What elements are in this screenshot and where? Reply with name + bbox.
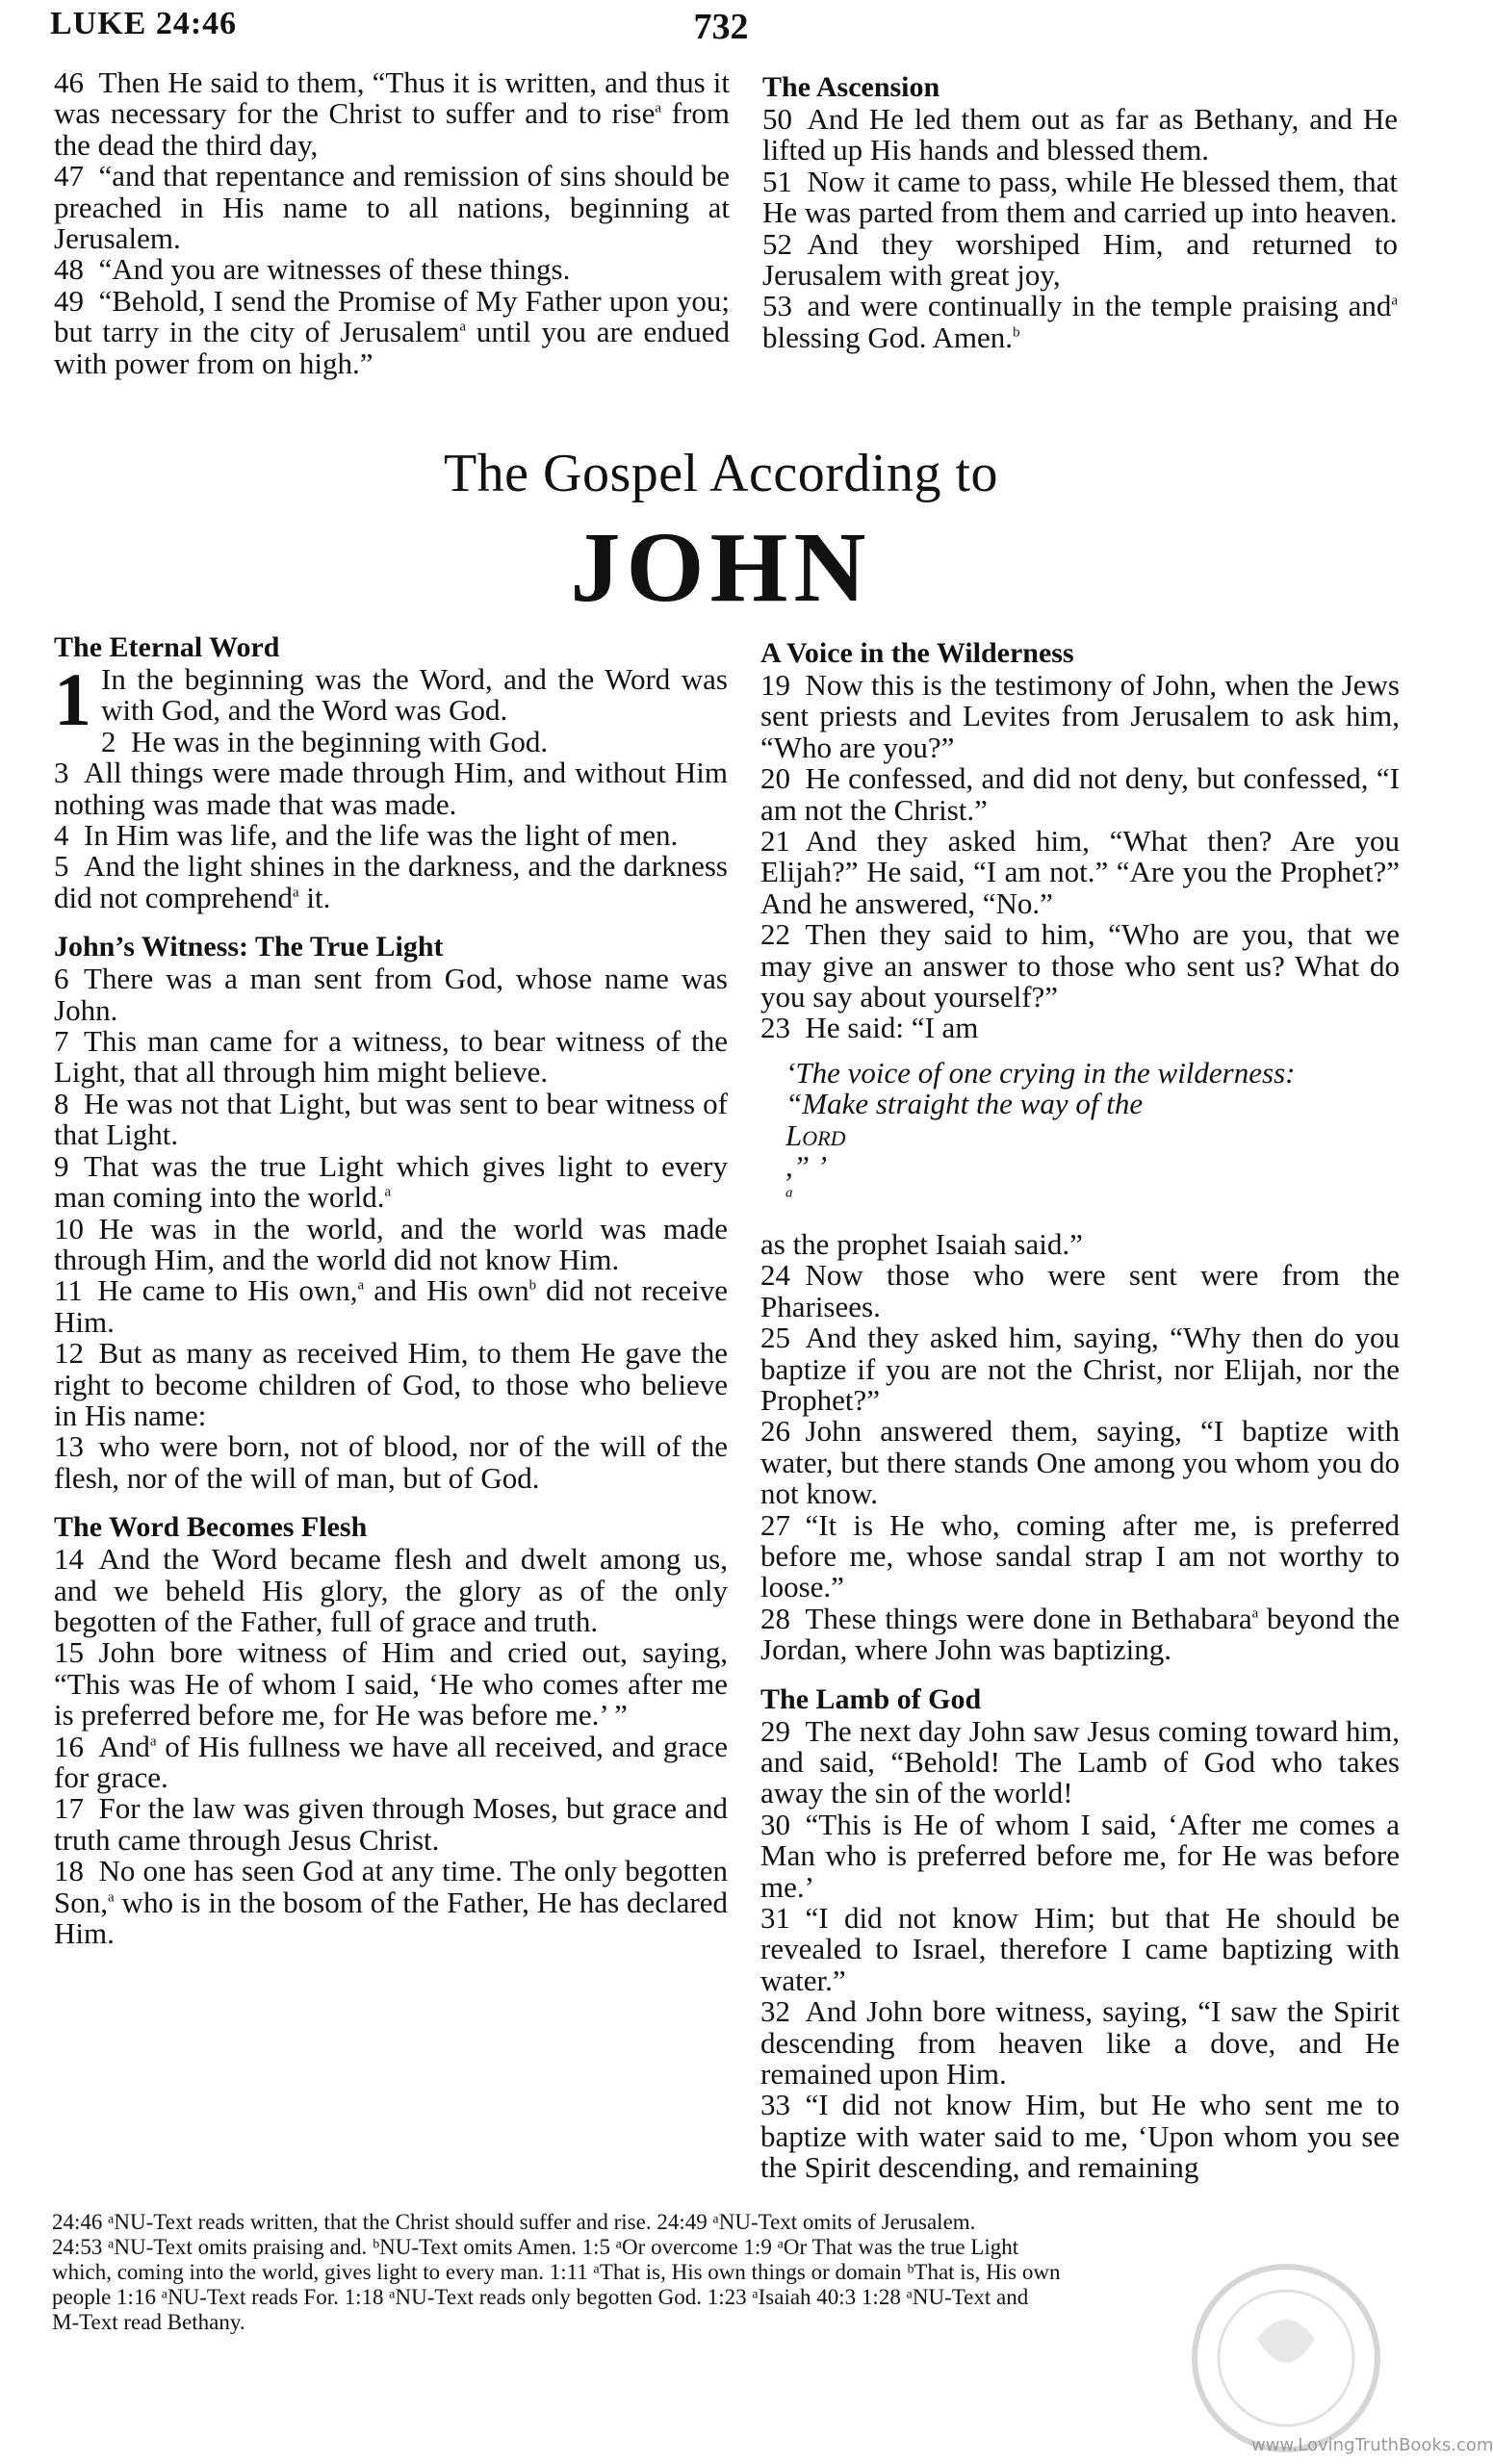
verse-text: He was in the world, and the world was made through Him, and the world did not know Him. bbox=[54, 1211, 728, 1276]
verse-text: blessing God. Amen. bbox=[762, 320, 1014, 354]
verse-text: beyond the Jordan, where John was baptizing. bbox=[760, 1601, 1400, 1667]
verse-number: 11 bbox=[54, 1273, 83, 1308]
verse-number: 29 bbox=[760, 1713, 790, 1748]
verse-number: 51 bbox=[762, 164, 792, 198]
luke-left-column bbox=[54, 67, 730, 379]
verse-text: “and that repentance and remission of sins should be preached in His name to all nations, beginning at Jerusalem. bbox=[54, 159, 730, 256]
watermark-seal-icon bbox=[1161, 2252, 1411, 2445]
verse-13 bbox=[54, 1431, 728, 1494]
verse-text: of His fullness we have all received, and grace for grace. bbox=[54, 1729, 728, 1794]
verse-29 bbox=[760, 1713, 1400, 1810]
verse-52 bbox=[762, 226, 1398, 293]
watermark-text: www.LovingTruthBooks.com bbox=[1251, 2435, 1493, 2455]
verse-number: 9 bbox=[54, 1148, 69, 1183]
verse-16 bbox=[54, 1729, 728, 1794]
verse-text: And they asked him, saying, “Why then do you baptize if you are not the Christ, nor Elijah, nor the Prophet?” bbox=[760, 1321, 1400, 1417]
verse-text: No one has seen God at any time. The only begotten Son, bbox=[54, 1854, 728, 1919]
verse-text: Now those who were sent were from the Pharisees. bbox=[760, 1258, 1400, 1323]
verse-number: 23 bbox=[760, 1011, 790, 1045]
verse-number: 18 bbox=[54, 1854, 84, 1888]
footnote-marker: a bbox=[384, 1184, 392, 1200]
verse-text: And the light shines in the darkness, and the darkness did not comprehend bbox=[54, 849, 728, 914]
verse-text: But as many as received Him, to them He gave the right to become children of God, to those who believe in His name: bbox=[54, 1336, 728, 1432]
verse-text: it. bbox=[298, 880, 331, 914]
verse-18 bbox=[54, 1856, 728, 1949]
verse-number: 50 bbox=[762, 102, 792, 136]
verse-text: And John bore witness, saying, “I saw the Spirit descending from heaven like a dove, and He remained upon Him. bbox=[760, 1994, 1400, 2092]
verse-text: All things were made through Him, and without Him nothing was made that was made. bbox=[54, 756, 728, 821]
verse-53 bbox=[762, 291, 1398, 353]
verse-text: This man came for a witness, to bear witness of the Light, that all through him might believe. bbox=[54, 1024, 728, 1090]
section-heading-ascension: The Ascension bbox=[762, 71, 940, 103]
footnote-line: which, coming into the world, gives light to every man. 1:11 ᵃThat is, His own things or domain ᵇThat is, His own bbox=[52, 2260, 1061, 2284]
footnote-marker: a bbox=[655, 101, 662, 117]
poetry-line-2: “Make straight the way of the Lord ,” ’ $^a$ bbox=[785, 1087, 1144, 1201]
verse-text: John bore witness of Him and cried out, saying, “This was He of whom I said, ‘He who comes after me is preferred before me, for He was before me.’ ” bbox=[54, 1635, 728, 1732]
verse-21 bbox=[760, 826, 1400, 919]
verse-15 bbox=[54, 1637, 728, 1731]
verse-number: 48 bbox=[54, 252, 84, 287]
running-head-reference: LUKE 24:46 bbox=[50, 6, 238, 41]
verse-27 bbox=[760, 1507, 1400, 1604]
verse-text: “And you are witnesses of these things. bbox=[98, 252, 571, 287]
verse-number: 30 bbox=[760, 1807, 790, 1841]
verse-text: And He led them out as far as Bethany, and He lifted up His hands and blessed them. bbox=[762, 102, 1398, 167]
verse-text: And the Word became flesh and dwelt among us, and we beheld His glory, the glory as of the only begotten of the Father, full of grace and truth. bbox=[54, 1542, 728, 1638]
verse-12 bbox=[54, 1338, 728, 1431]
verse-8 bbox=[54, 1086, 728, 1152]
verse-text: He said: “I am bbox=[805, 1011, 979, 1045]
footnote-marker: a bbox=[108, 1889, 115, 1906]
poetry-line-1: ‘The voice of one crying in the wilderness: bbox=[785, 1055, 1296, 1090]
verse-number: 52 bbox=[762, 226, 792, 261]
verse-4 bbox=[54, 820, 728, 851]
verse-number: 15 bbox=[54, 1635, 84, 1670]
verse-48 bbox=[54, 254, 730, 285]
verse-number: 32 bbox=[760, 1994, 790, 2029]
verse-number: 26 bbox=[760, 1414, 790, 1449]
verse-number: 4 bbox=[54, 818, 69, 853]
verse-number: 8 bbox=[54, 1086, 69, 1120]
footnote-line: 24:53 ᵃNU-Text omits praising and. ᵇNU-Text omits Amen. 1:5 ᵃOr overcome 1:9 ᵃOr That was the true Light bbox=[52, 2235, 1019, 2259]
verse-number: 53 bbox=[762, 289, 792, 323]
verse-28 bbox=[760, 1601, 1400, 1667]
book-title-intro: The Gospel According to bbox=[443, 444, 999, 503]
verse-20 bbox=[760, 763, 1400, 826]
verse-number: 20 bbox=[760, 761, 790, 796]
footnote-marker: b bbox=[528, 1277, 537, 1294]
verse-11 bbox=[54, 1275, 728, 1338]
footnote-marker: b bbox=[1013, 324, 1020, 341]
verse-number: 27 bbox=[760, 1507, 790, 1542]
verse-text: “Behold, I send the Promise of My Father upon you; but tarry in the city of Jerusalem bbox=[54, 283, 730, 349]
section-heading-word-becomes-flesh: The Word Becomes Flesh bbox=[54, 1511, 368, 1544]
section-heading-voice-in-wilderness: A Voice in the Wilderness bbox=[760, 637, 1074, 669]
verse-text: These things were done in Bethabara bbox=[805, 1601, 1252, 1635]
verse-text: That was the true Light which gives light to every man coming into the world. bbox=[54, 1148, 728, 1215]
john-left-column bbox=[54, 631, 728, 1949]
verse-text: There was a man sent from God, whose name was John. bbox=[54, 962, 728, 1027]
verse-number: 33 bbox=[760, 2088, 790, 2122]
verse-number: 25 bbox=[760, 1321, 790, 1355]
verse-text: In the beginning was the Word, and the Word was with God, and the Word was God. bbox=[101, 662, 728, 728]
footnote-marker: a bbox=[149, 1733, 157, 1750]
section-heading-johns-witness: John’s Witness: The True Light bbox=[54, 931, 444, 963]
luke-right-column bbox=[762, 71, 1398, 353]
verse-number: 49 bbox=[54, 283, 84, 318]
verse-number: 17 bbox=[54, 1791, 84, 1826]
running-head bbox=[50, 6, 1392, 54]
verse-text: John answered them, saying, “I baptize with water, but there stands One among you whom you do not know. bbox=[760, 1414, 1400, 1511]
verse-text: from the dead the third day, bbox=[54, 96, 730, 162]
verse-text: and His own bbox=[364, 1273, 529, 1308]
verse-text: He came to His own, bbox=[97, 1273, 358, 1308]
verse-14 bbox=[54, 1544, 728, 1637]
verse-25 bbox=[760, 1322, 1400, 1416]
verse-number: 12 bbox=[54, 1336, 84, 1371]
book-title: JOHN bbox=[570, 512, 872, 623]
verse-number: 13 bbox=[54, 1429, 84, 1464]
verse-number: 47 bbox=[54, 159, 84, 193]
verse-23 bbox=[760, 1013, 1400, 1043]
verse-text: The next day John saw Jesus coming toward him, and said, “Behold! The Lamb of God who takes away the sin of the world! bbox=[760, 1713, 1400, 1810]
verse-text: Now this is the testimony of John, when the Jews sent priests and Levites from Jerusalem to ask him, “Who are you?” bbox=[760, 668, 1400, 764]
verse-number: 10 bbox=[54, 1211, 84, 1245]
verse-32 bbox=[760, 1996, 1400, 2090]
verse-text: In Him was life, and the life was the light of men. bbox=[84, 818, 679, 853]
footnote-marker: a bbox=[1391, 294, 1398, 310]
verse-text: For the law was given through Moses, but grace and truth came through Jesus Christ. bbox=[54, 1791, 728, 1857]
verse-text: “This is He of whom I said, ‘After me comes a Man who is preferred before me, for He was before me.’ bbox=[760, 1807, 1400, 1904]
verse-17 bbox=[54, 1793, 728, 1856]
john-right-column bbox=[760, 637, 1400, 2184]
footnote-line: people 1:16 ᵃNU-Text reads For. 1:18 ᵃNU-Text reads only begotten God. 1:23 ᵃIsaiah 40:3 1:28 ᵃNU-Text and bbox=[52, 2285, 1029, 2309]
verse-49 bbox=[54, 283, 730, 380]
verse-text: And bbox=[98, 1729, 150, 1763]
footnote-line: M-Text read Bethany. bbox=[52, 2310, 245, 2334]
footnote-marker: a bbox=[292, 885, 299, 901]
footnote-marker: a bbox=[1251, 1605, 1259, 1622]
verse-46 bbox=[54, 67, 730, 161]
chapter-number: 1 bbox=[54, 657, 91, 741]
verse-2 bbox=[54, 724, 728, 758]
verse-number: 7 bbox=[54, 1024, 69, 1059]
verse-text: who is in the bosom of the Father, He has declared Him. bbox=[54, 1885, 728, 1951]
verse-31 bbox=[760, 1903, 1400, 1996]
footnote-marker: a bbox=[459, 319, 466, 335]
verse-number: 31 bbox=[760, 1901, 790, 1936]
verse-number: 5 bbox=[54, 849, 69, 884]
verse-text: Then they said to him, “Who are you, that we may give an answer to those who sent us? What do you say about yourself?” bbox=[760, 917, 1400, 1014]
verse-number: 28 bbox=[760, 1601, 790, 1635]
verse-7 bbox=[54, 1026, 728, 1089]
footnote-marker: a bbox=[357, 1277, 365, 1294]
footnote-line: 24:46 ᵃNU-Text reads written, that the Christ should suffer and rise. 24:49 ᵃNU-Text omits of Jerusalem. bbox=[52, 2210, 976, 2234]
verse-9 bbox=[54, 1148, 728, 1215]
verse-51 bbox=[762, 164, 1398, 230]
verse-text: And they asked him, “What then? Are you Elijah?” He said, “I am not.” “Are you the Prophet?” And he answered, “No.” bbox=[760, 824, 1400, 920]
verse-text: “It is He who, coming after me, is preferred before me, whose sandal strap I am not worthy to loose.” bbox=[760, 1507, 1400, 1604]
verse-number: 3 bbox=[54, 756, 69, 790]
verse-30 bbox=[760, 1807, 1400, 1904]
verse-text: and were continually in the temple praising and bbox=[807, 289, 1392, 323]
verse-number: 16 bbox=[54, 1729, 84, 1763]
verse-33 bbox=[760, 2090, 1400, 2183]
verse-number: 6 bbox=[54, 962, 69, 996]
verse-text: Then He said to them, “Thus it is written, and thus it was necessary for the Christ to suffer and to rise bbox=[54, 65, 730, 131]
verse-number: 14 bbox=[54, 1542, 84, 1577]
verse-number: 24 bbox=[760, 1258, 790, 1293]
section-heading-lamb-of-god: The Lamb of God bbox=[760, 1682, 982, 1715]
verse-text: Now it came to pass, while He blessed them, that He was parted from them and carried up into heaven. bbox=[762, 164, 1398, 230]
verse-number: 19 bbox=[760, 668, 790, 702]
verse-3 bbox=[54, 757, 728, 820]
verse-number: 21 bbox=[760, 824, 790, 859]
verse-text: “I did not know Him; but that He should be revealed to Israel, therefore I came baptizing with water.” bbox=[760, 1901, 1400, 1997]
verse-number: 46 bbox=[54, 65, 84, 99]
verse-10 bbox=[54, 1211, 728, 1276]
verse-26 bbox=[760, 1416, 1400, 1509]
verse-number: 22 bbox=[760, 917, 790, 952]
verse-47 bbox=[54, 161, 730, 254]
poetry-quote bbox=[760, 1055, 1400, 1214]
verse-19 bbox=[760, 670, 1400, 763]
verse-text: He confessed, and did not deny, but confessed, “I am not the Christ.” bbox=[760, 761, 1400, 827]
verse-text: who were born, not of blood, nor of the will of the flesh, nor of the will of man, but of God. bbox=[54, 1429, 728, 1495]
verse-text: And they worshiped Him, and returned to Jerusalem with great joy, bbox=[762, 226, 1398, 293]
verse-50 bbox=[762, 104, 1398, 167]
verse-text: He was in the beginning with God. bbox=[131, 724, 549, 758]
verse-6 bbox=[54, 963, 728, 1026]
verse-5 bbox=[54, 851, 728, 913]
verse-text: until you are endued with power from on high.” bbox=[54, 315, 730, 380]
verse-24 bbox=[760, 1260, 1400, 1322]
verse-22 bbox=[760, 919, 1400, 1013]
verse-continuation: as the prophet Isaiah said.” bbox=[760, 1226, 1083, 1261]
verse-text: He was not that Light, but was sent to bear witness of that Light. bbox=[54, 1086, 728, 1152]
section-heading-eternal-word: The Eternal Word bbox=[54, 631, 280, 663]
page-number: 732 bbox=[693, 7, 749, 47]
verse-text: did not receive Him. bbox=[54, 1273, 728, 1339]
verse-text: “I did not know Him, but He who sent me to baptize with water said to me, ‘Upon whom you see the Spirit descending, and remaining bbox=[760, 2088, 1400, 2185]
verse-number: 2 bbox=[101, 724, 116, 758]
